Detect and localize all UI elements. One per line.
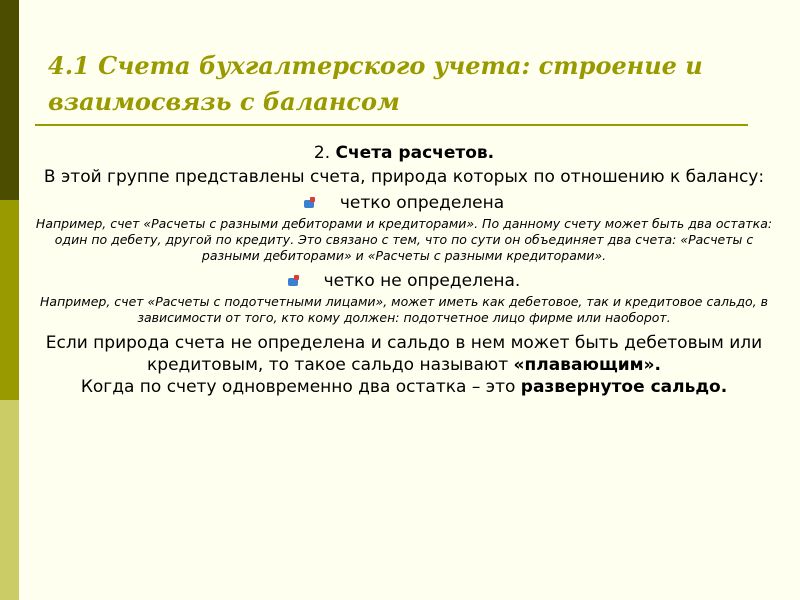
bullet-item-undefined [28,270,780,292]
floating-balance-term: «плавающим». [513,355,661,375]
expanded-balance-term: развернутое сальдо. [520,377,728,397]
expanded-balance-paragraph [28,376,780,398]
section-heading [28,142,780,164]
bullet-label-defined: четко определена [339,193,505,213]
bullet-item-defined [28,192,780,214]
side-bar-mid [0,200,19,400]
floating-balance-text: Если природа счета не определена и сальдо в нем может быть дебетовым или кредитовым, то такое сальдо называют [45,333,763,375]
example-text-1: Например, счет «Расчеты с разными дебиторами и кредиторами». По данному счету может быть два остатка: один по дебету, другой по кредиту. Это связано с тем, что по сути он объединяет два счета: «Расчеты с разными дебиторами» и «Расчеты с разными кредиторами». [35,216,773,263]
title-underline [35,124,748,126]
slide-body [28,142,780,398]
heading-number: 2. [313,143,336,163]
mailbox-bullet-icon [304,197,316,209]
heading-text: Счета расчетов. [335,143,495,163]
side-bar-light [0,400,19,600]
mailbox-bullet-icon [288,275,300,287]
slide-title: 4.1 Счета бухгалтерского учета: строение и взаимосвязь с балансом [48,51,703,116]
floating-balance-paragraph [28,332,780,376]
expanded-balance-text: Когда по счету одновременно два остатка – это [80,377,516,397]
example-text-2: Например, счет «Расчеты с подотчетными лицами», может иметь как дебетовое, так и кредитовое сальдо, в зависимости от того, кто кому должен: подотчетное лицо фирме или наоборот. [40,294,768,325]
side-bar-dark [0,0,19,200]
intro-text: В этой группе представлены счета, природа которых по отношению к балансу: [43,167,765,187]
bullet-label-undefined: четко не определена. [323,271,521,291]
